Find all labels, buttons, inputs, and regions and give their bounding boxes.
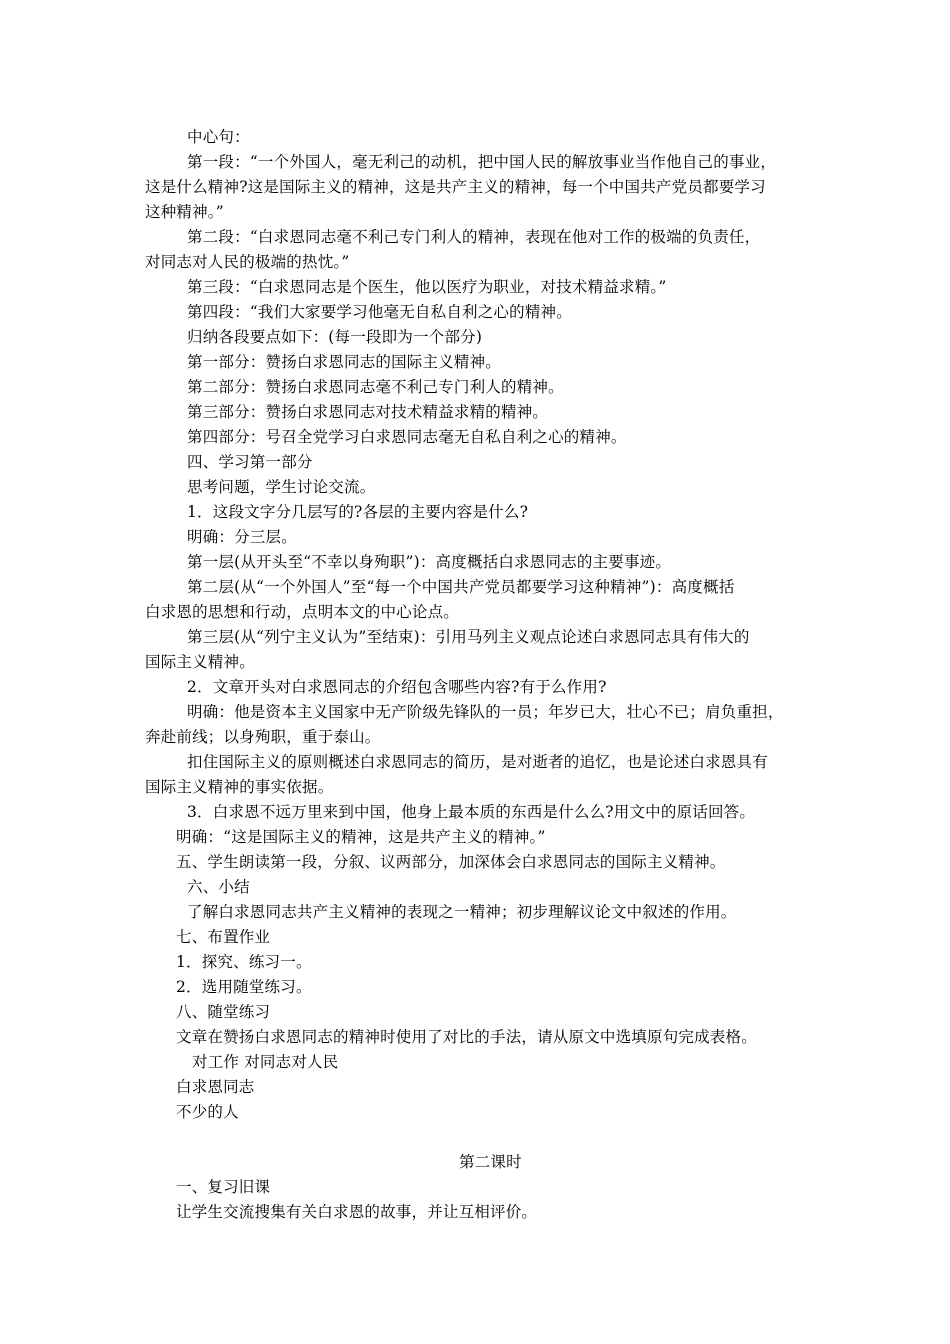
text-line: 第四部分：号召全党学习白求恩同志毫无自私自利之心的精神。 [187, 428, 627, 446]
text-line: 对同志对人民的极端的热忱。” [145, 253, 350, 271]
text-line: 1．探究、练习一。 [176, 953, 312, 971]
text-line: 思考问题，学生讨论交流。 [187, 478, 376, 496]
text-line: 第三段：“白求恩同志是个医生，他以医疗为职业，对技术精益求精。” [187, 278, 667, 296]
text-line: 文章在赞扬白求恩同志的精神时使用了对比的手法，请从原文中选填原句完成表格。 [176, 1028, 757, 1046]
text-line: 第三部分：赞扬白求恩同志对技术精益求精的精神。 [187, 403, 549, 421]
text-line: 第一段：“一个外国人，毫无利己的动机，把中国人民的解放事业当作他自己的事业， [187, 153, 777, 171]
text-line: 扣住国际主义的原则概述白求恩同志的简历，是对逝者的追忆，也是论述白求恩具有 [187, 753, 768, 771]
text-line: 国际主义精神。 [145, 653, 255, 671]
text-line: 明确：分三层。 [187, 528, 297, 546]
text-line: 第一部分：赞扬白求恩同志的国际主义精神。 [187, 353, 502, 371]
table-row-label: 不少的人 [176, 1103, 239, 1121]
text-line: 第三层(从“列宁主义认为”至结束)：引用马列主义观点论述白求恩同志具有伟大的 [187, 628, 750, 646]
text-line: 明确：“这是国际主义的精神，这是共产主义的精神。” [176, 828, 546, 846]
text-line: 这种精神。” [145, 203, 224, 221]
text-line: 第二部分：赞扬白求恩同志毫不利己专门利人的精神。 [187, 378, 564, 396]
text-line: 2．选用随堂练习。 [176, 978, 312, 996]
text-line: 第四段：“我们大家要学习他毫无自私自利之心的精神。 [187, 303, 572, 321]
text-line: 明确：他是资本主义国家中无产阶级先锋队的一员；年岁已大，壮心不已；肩负重担， [187, 703, 784, 721]
section-heading: 五、学生朗读第一段，分叙、议两部分，加深体会白求恩同志的国际主义精神。 [176, 853, 726, 871]
lesson-title: 第二课时 [459, 1153, 522, 1171]
text-line: 了解白求恩同志共产主义精神的表现之一精神；初步理解议论文中叙述的作用。 [187, 903, 737, 921]
text-line: 这是什么精神?这是国际主义的精神，这是共产主义的精神，每一个中国共产党员都要学习 [145, 178, 766, 196]
section-heading: 一、复习旧课 [176, 1178, 271, 1196]
text-line: 第二层(从“一个外国人”至“每一个中国共产党员都要学习这种精神”)：高度概括 [187, 578, 735, 596]
text-line: 1．这段文字分几层写的?各层的主要内容是什么? [187, 503, 529, 521]
section-heading: 四、学习第一部分 [187, 453, 313, 471]
text-line: 让学生交流搜集有关白求恩的故事，并让互相评价。 [176, 1203, 538, 1221]
text-line: 第二段：“白求恩同志毫不利己专门利人的精神，表现在他对工作的极端的负责任， [187, 228, 761, 246]
text-line: 奔赴前线；以身殉职，重于泰山。 [145, 728, 381, 746]
text-line: 国际主义精神的事实依据。 [145, 778, 334, 796]
text-line: 第一层(从开头至“不幸以身殉职”)：高度概括白求恩同志的主要事迹。 [187, 553, 672, 571]
table-row-label: 白求恩同志 [176, 1078, 255, 1096]
text-line: 白求恩的思想和行动，点明本文的中心论点。 [145, 603, 460, 621]
text-line: 中心句： [187, 128, 250, 146]
text-line: 3．白求恩不远万里来到中国，他身上最本质的东西是什么么?用文中的原话回答。 [187, 803, 756, 821]
section-heading: 七、布置作业 [176, 928, 271, 946]
text-line: 归纳各段要点如下：(每一段即为一个部分) [187, 328, 483, 346]
table-header: 对工作 对同志对人民 [192, 1053, 339, 1071]
text-line: 2．文章开头对白求恩同志的介绍包含哪些内容?有于么作用? [187, 678, 607, 696]
section-heading: 六、小结 [187, 878, 250, 896]
section-heading: 八、随堂练习 [176, 1003, 271, 1021]
